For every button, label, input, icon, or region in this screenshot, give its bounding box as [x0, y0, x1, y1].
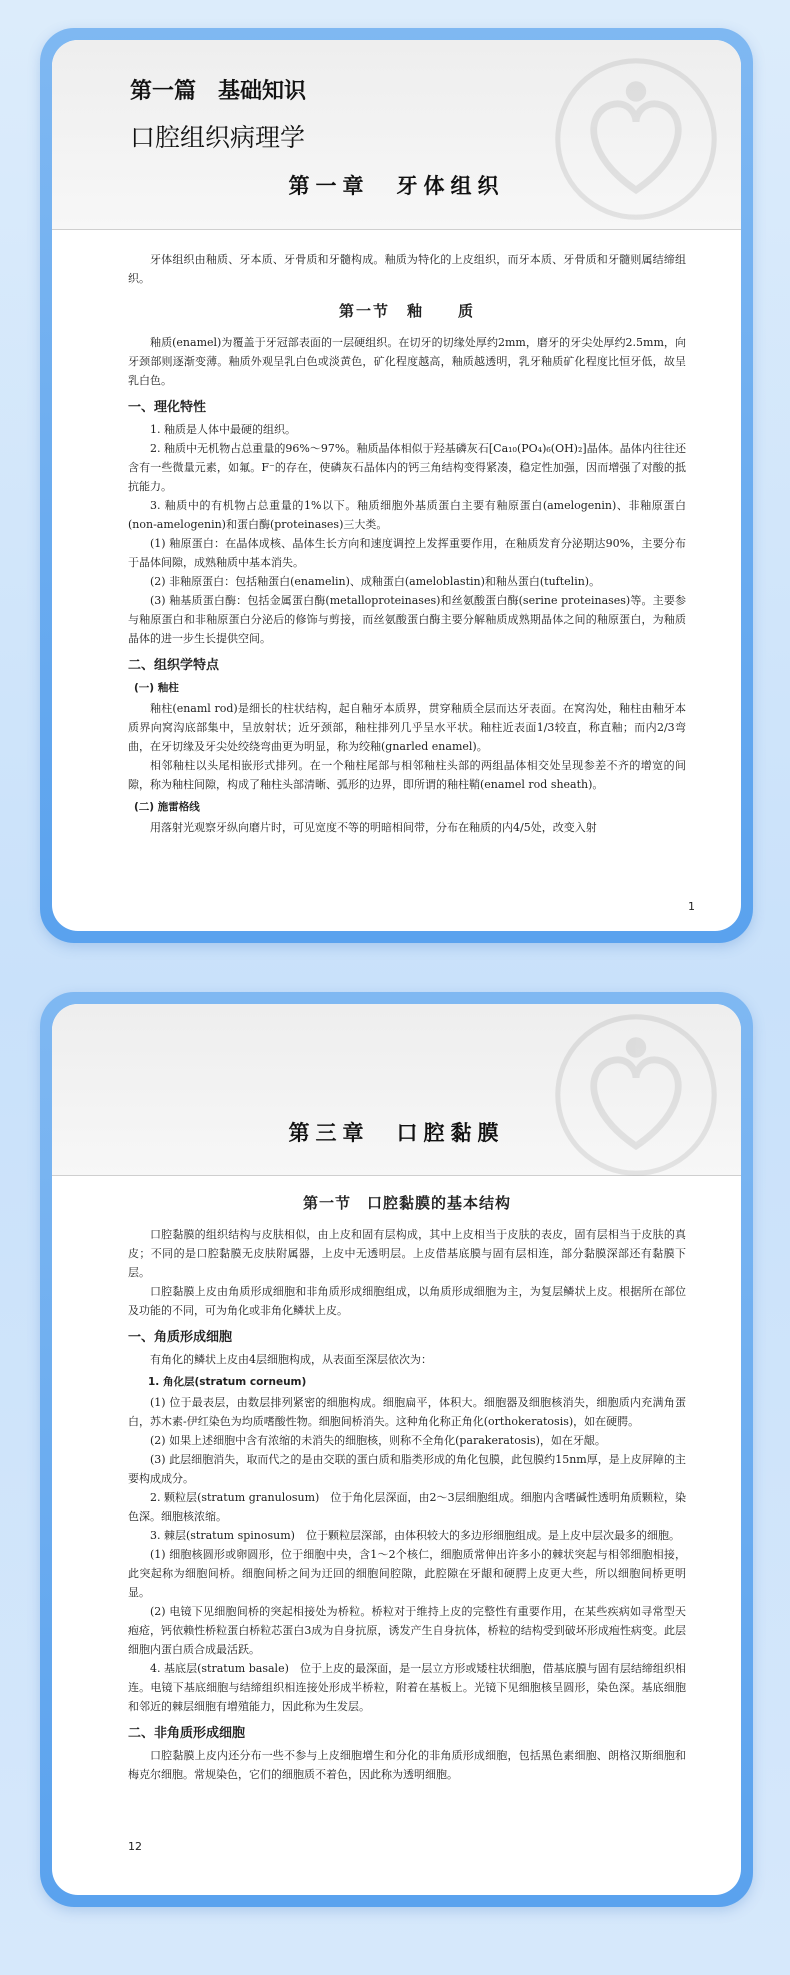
heading-histology: 二、组织学特点: [128, 658, 220, 673]
paragraph: 相邻釉柱以头尾相嵌形式排列。在一个釉柱尾部与相邻釉柱头部的两组晶体相交处呈现参差不齐的增宽的间隙，称为釉柱间隙，构成了釉柱头部清晰、弧形的边界，即所谓的釉柱鞘(enamel rod sheath)。: [128, 759, 686, 791]
paragraph: (3) 此层细胞消失，取而代之的是由交联的蛋白质和脂类形成的角化包膜，此包膜约15nm厚，是上皮屏障的主要构成成分。: [128, 1453, 686, 1485]
paragraph: 4. 基底层(stratum basale) 位于上皮的最深面，是一层立方形或矮柱状细胞，借基底膜与固有层结缔组织相连。电镜下基底细胞与结缔组织相连接处形成半桥粒，附着在基板上。光镜下见细胞核呈圆形，染色深。基底细胞和邻近的棘层细胞有增殖能力，因此称为生发层。: [128, 1662, 686, 1713]
heading-enamel-rod: (一) 釉柱: [134, 682, 179, 694]
section-title: 第一节 口腔黏膜的基本结构: [302, 1194, 511, 1212]
page-card-1: [40, 28, 753, 943]
section-title: 第一节 釉 质: [338, 302, 475, 320]
paragraph: 口腔黏膜上皮内还分布一些不参与上皮细胞增生和分化的非角质形成细胞，包括黑色素细胞、朗格汉斯细胞和梅克尔细胞。常规染色，它们的细胞质不着色，因此称为透明细胞。: [128, 1749, 686, 1781]
intro-paragraph: 牙体组织由釉质、牙本质、牙骨质和牙髓构成。釉质为特化的上皮组织，而牙本质、牙骨质和牙髓则属结缔组织。: [128, 253, 686, 285]
chapter-title: 第三章 口腔黏膜: [288, 1121, 505, 1145]
heading-physchem: 一、理化特性: [128, 400, 207, 415]
page-1: [52, 40, 741, 931]
paragraph: 3. 棘层(stratum spinosum) 位于颗粒层深部，由体积较大的多边形细胞组成。是上皮中层次最多的细胞。: [150, 1529, 680, 1542]
paragraph: 口腔黏膜上皮由角质形成细胞和非角质形成细胞组成，以角质形成细胞为主，为复层鳞状上皮。根据所在部位及功能的不同，可为角化或非角化鳞状上皮。: [128, 1285, 686, 1317]
paragraph: 1. 釉质是人体中最硬的组织。: [150, 423, 296, 436]
heading-stratum-corneum: 1. 角化层(stratum corneum): [148, 1376, 307, 1388]
paragraph: 口腔黏膜的组织结构与皮肤相似，由上皮和固有层构成，其中上皮相当于皮肤的表皮，固有层相当于皮肤的真皮；不同的是口腔黏膜无皮肤附属器，上皮中无透明层。上皮借基底膜与固有层相连，部分黏膜深部还有黏膜下层。: [128, 1228, 686, 1279]
chapter-title: 第一章 牙体组织: [288, 174, 505, 198]
paragraph: 有角化的鳞状上皮由4层细胞构成，从表面至深层依次为：: [150, 1353, 432, 1366]
paragraph: (2) 非釉原蛋白：包括釉蛋白(enamelin)、成釉蛋白(ameloblastin)和釉丛蛋白(tuftelin)。: [150, 575, 601, 588]
subject-title: 口腔组织病理学: [130, 123, 306, 152]
paragraph: 用落射光观察牙纵向磨片时，可见宽度不等的明暗相间带，分布在釉质的内4/5处，改变入射: [150, 821, 597, 834]
page-2-header: [52, 1004, 741, 1176]
heading-schreger: (二) 施雷格线: [134, 801, 200, 813]
heading-non-keratinocytes: 二、非角质形成细胞: [128, 1726, 246, 1741]
paragraph: (1) 位于最表层，由数层排列紧密的细胞构成。细胞扁平，体积大。细胞器及细胞核消失，细胞质内充满角蛋白，苏木素-伊红染色为均质嗜酸性物。细胞间桥消失。这种角化称正角化(orthokeratosis)，如在硬腭。: [128, 1396, 686, 1428]
paragraph: 2. 颗粒层(stratum granulosum) 位于角化层深面，由2～3层细胞组成。细胞内含嗜碱性透明角质颗粒，染色深。细胞核浓缩。: [128, 1491, 686, 1523]
part-title: 第一篇 基础知识: [130, 79, 307, 104]
page-number: 12: [128, 1840, 142, 1853]
paragraph: 2. 釉质中无机物占总重量的96%～97%。釉质晶体相似于羟基磷灰石[Ca₁₀(PO₄)₆(OH)₂]晶体。晶体内往往还含有一些微量元素，如氟。F⁻的存在，使磷灰石晶体内的钙三角结构变得紧凑，稳定性加强，因而增强了对酸的抵抗能力。: [128, 442, 686, 493]
page-card-2: [40, 992, 753, 1907]
section-intro: 釉质(enamel)为覆盖于牙冠部表面的一层硬组织。在切牙的切缘处厚约2mm，磨牙的牙尖处厚约2.5mm，向牙颈部则逐渐变薄。釉质外观呈乳白色或淡黄色，矿化程度越高，釉质越透明，乳牙釉质矿化程度比恒牙低，故呈乳白色。: [128, 336, 686, 387]
paragraph: (1) 细胞核圆形或卵圆形，位于细胞中央，含1～2个核仁，细胞质常伸出许多小的棘状突起与相邻细胞相接，此突起称为细胞间桥。细胞间桥之间为迂回的细胞间腔隙，此腔隙在牙龈和硬腭上皮更大些，所以细胞间桥更明显。: [128, 1548, 686, 1599]
paragraph: (2) 电镜下见细胞间桥的突起相接处为桥粒。桥粒对于维持上皮的完整性有重要作用，在某些疾病如寻常型天疱疮，钙依赖性桥粒蛋白桥粒芯蛋白3成为自身抗原，诱发产生自身抗体，桥粒的结构受到破坏形成疱性病变。此层细胞内蛋白质合成最活跃。: [128, 1605, 686, 1656]
paragraph: (1) 釉原蛋白：在晶体成核、晶体生长方向和速度调控上发挥重要作用，在釉质发育分泌期达90%，主要分布于晶体间隙，成熟釉质中基本消失。: [128, 537, 686, 569]
paragraph: (2) 如果上述细胞中含有浓缩的未消失的细胞核，则称不全角化(parakeratosis)，如在牙龈。: [150, 1434, 606, 1447]
page-number: 1: [688, 900, 695, 913]
paragraph: 釉柱(enaml rod)是细长的柱状结构，起自釉牙本质界，贯穿釉质全层而达牙表面。在窝沟处，釉柱由釉牙本质界向窝沟底部集中，呈放射状；近牙颈部，釉柱排列几乎呈水平状。釉柱近表面1/3较直，称直釉；而内2/3弯曲，在牙切缘及牙尖处绞绕弯曲更为明显，称为绞釉(gnarled enamel)。: [128, 702, 686, 753]
paragraph: (3) 釉基质蛋白酶：包括金属蛋白酶(metalloproteinases)和丝氨酸蛋白酶(serine proteinases)等。主要参与釉原蛋白和非釉原蛋白分泌后的修饰与剪接，而丝氨酸蛋白酶主要分解釉质成熟期晶体之间的釉原蛋白，为釉质晶体的进一步生长提供空间。: [128, 594, 686, 645]
heading-keratinocytes: 一、角质形成细胞: [128, 1330, 233, 1345]
heart-logo-watermark-icon: [551, 1010, 721, 1180]
page-1-header: [52, 40, 741, 230]
page-2-body: [52, 1176, 741, 1784]
page-2: [52, 1004, 741, 1895]
paragraph: 3. 釉质中的有机物占总重量的1%以下。釉质细胞外基质蛋白主要有釉原蛋白(amelogenin)、非釉原蛋白(non-amelogenin)和蛋白酶(proteinases)三大类。: [128, 499, 686, 531]
page-1-body: [52, 230, 741, 837]
